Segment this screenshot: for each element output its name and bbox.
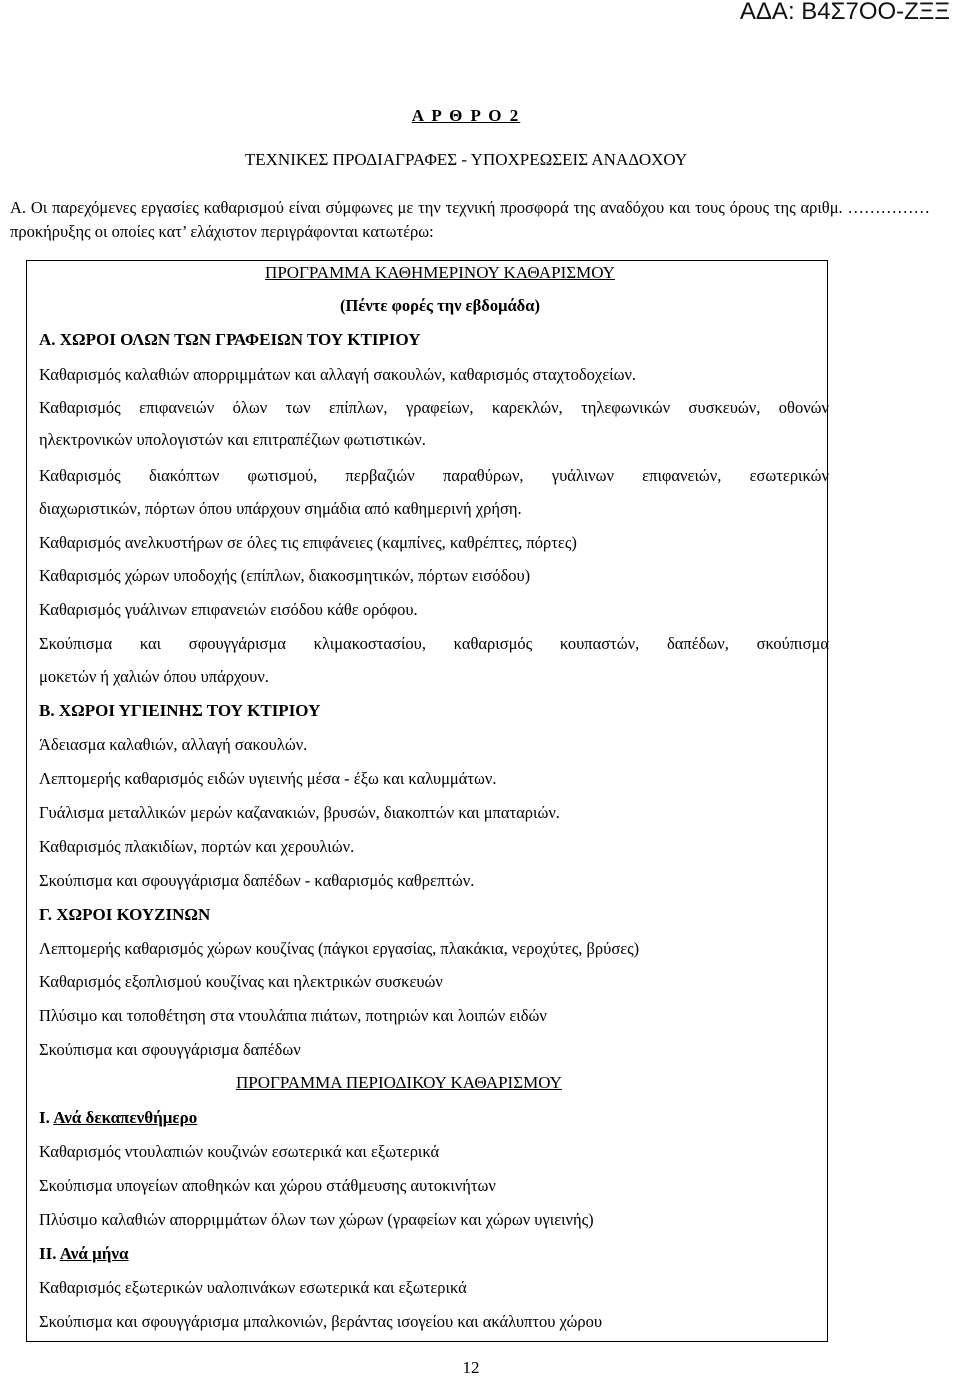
monthly-item: Σκούπισμα και σφουγγάρισμα μπαλκονιών, βεράντας ισογείου και ακάλυπτου χώρου (39, 1312, 603, 1331)
monthly-label: Ανά μήνα (59, 1244, 129, 1263)
section-c-heading: Γ. ΧΩΡΟΙ ΚΟΥΖΙΝΩΝ (39, 905, 211, 924)
section-c-item: Πλύσιμο και τοποθέτηση στα ντουλάπια πιάτων, ποτηριών και λοιπών ειδών (39, 1006, 547, 1025)
ada-code: ΑΔΑ: Β4Σ7ΟΟ-ΖΞΞ (739, 0, 950, 25)
section-a-item: Καθαρισμός χώρων υποδοχής (επίπλων, διακοσμητικών, πόρτων εισόδου) (39, 566, 531, 585)
fortnight-heading (39, 1108, 197, 1128)
section-b-item: Λεπτομερής καθαρισμός ειδών υγιεινής μέσα - έξω και καλυμμάτων. (39, 769, 497, 788)
section-a-item: διαχωριστικών, πόρτων όπου υπάρχουν σημάδια από καθημερινή χρήση. (39, 499, 522, 518)
section-a-item: Καθαρισμός διακόπτων φωτισμού, περβαζιών παραθύρων, γυάλινων επιφανειών, εσωτερικών (39, 466, 829, 485)
fortnight-item: Πλύσιμο καλαθιών απορριμμάτων όλων των χώρων (γραφείων και χώρων υγιεινής) (39, 1210, 594, 1229)
section-c-item: Καθαρισμός εξοπλισμού κουζίνας και ηλεκτρικών συσκευών (39, 972, 443, 991)
monthly-heading (39, 1244, 129, 1264)
section-a-item: Καθαρισμός επιφανειών όλων των επίπλων, γραφείων, καρεκλών, τηλεφωνικών συσκευών, οθονών (39, 398, 829, 417)
section-b-item: Άδειασμα καλαθιών, αλλαγή σακουλών. (39, 735, 308, 754)
section-a-item: Καθαρισμός καλαθιών απορριμμάτων και αλλαγή σακουλών, καθαρισμός σταχτοδοχείων. (39, 365, 637, 384)
intro-paragraph: Α. Οι παρεχόμενες εργασίες καθαρισμού είναι σύμφωνες με την τεχνική προσφορά της αναδόχου και τους όρους της αριθμ. …………… προκήρυξης οι οποίες κατ’ ελάχιστον περιγράφονται κατωτέρω: (10, 198, 930, 241)
fortnight-label: Ανά δεκαπενθήμερο (53, 1108, 198, 1127)
section-b-item: Σκούπισμα και σφουγγάρισμα δαπέδων - καθαρισμός καθρεπτών. (39, 871, 475, 890)
monthly-prefix: ΙΙ. (39, 1244, 60, 1263)
periodic-program-title: ΠΡΟΓΡΑΜΜΑ ΠΕΡΙΟΔΙΚΟΥ ΚΑΘΑΡΙΣΜΟΥ (236, 1073, 562, 1092)
daily-program-title: ΠΡΟΓΡΑΜΜΑ ΚΑΘΗΜΕΡΙΝΟΥ ΚΑΘΑΡΙΣΜΟΥ (265, 263, 615, 282)
fortnight-prefix: Ι. (39, 1108, 54, 1127)
section-b-heading: Β. ΧΩΡΟΙ ΥΓΙΕΙΝΗΣ ΤΟΥ ΚΤΙΡΙΟΥ (39, 701, 321, 720)
section-b-item: Καθαρισμός πλακιδίων, πορτών και χερουλιών. (39, 837, 355, 856)
section-c-item: Λεπτομερής καθαρισμός χώρων κουζίνας (πάγκοι εργασίας, πλακάκια, νεροχύτες, βρύσες) (39, 939, 640, 958)
fortnight-item: Σκούπισμα υπογείων αποθηκών και χώρου στάθμευσης αυτοκινήτων (39, 1176, 496, 1195)
fortnight-item: Καθαρισμός ντουλαπιών κουζινών εσωτερικά και εξωτερικά (39, 1142, 440, 1161)
section-a-heading: Α. ΧΩΡΟΙ ΟΛΩΝ ΤΩΝ ΓΡΑΦΕΙΩΝ ΤΟΥ ΚΤΙΡΙΟΥ (39, 330, 421, 349)
section-a-item: Καθαρισμός γυάλινων επιφανειών εισόδου κάθε ορόφου. (39, 600, 418, 619)
section-a-item: Καθαρισμός ανελκυστήρων σε όλες τις επιφάνειες (καμπίνες, καθρέπτες, πόρτες) (39, 533, 577, 552)
article-title: Α Ρ Θ Ρ Ο 2 (411, 106, 521, 125)
daily-frequency: (Πέντε φορές την εβδομάδα) (340, 296, 540, 315)
article-subtitle: ΤΕΧΝΙΚΕΣ ΠΡΟΔΙΑΓΡΑΦΕΣ - ΥΠΟΧΡΕΩΣΕΙΣ ΑΝΑΔΟΧΟΥ (244, 150, 688, 169)
section-a-item: μοκετών ή χαλιών όπου υπάρχουν. (39, 667, 269, 686)
page-number: 12 (462, 1358, 480, 1377)
monthly-item: Καθαρισμός εξωτερικών υαλοπινάκων εσωτερικά και εξωτερικά (39, 1278, 467, 1297)
section-c-item: Σκούπισμα και σφουγγάρισμα δαπέδων (39, 1040, 301, 1059)
section-b-item: Γυάλισμα μεταλλικών μερών καζανακιών, βρυσών, διακοπτών και μπαταριών. (39, 803, 560, 822)
section-a-item: Σκούπισμα και σφουγγάρισμα κλιμακοστασίου, καθαρισμός κουπαστών, δαπέδων, σκούπισμα (39, 634, 829, 653)
section-a-item: ηλεκτρονικών υπολογιστών και επιτραπέζιων φωτιστικών. (39, 430, 426, 449)
